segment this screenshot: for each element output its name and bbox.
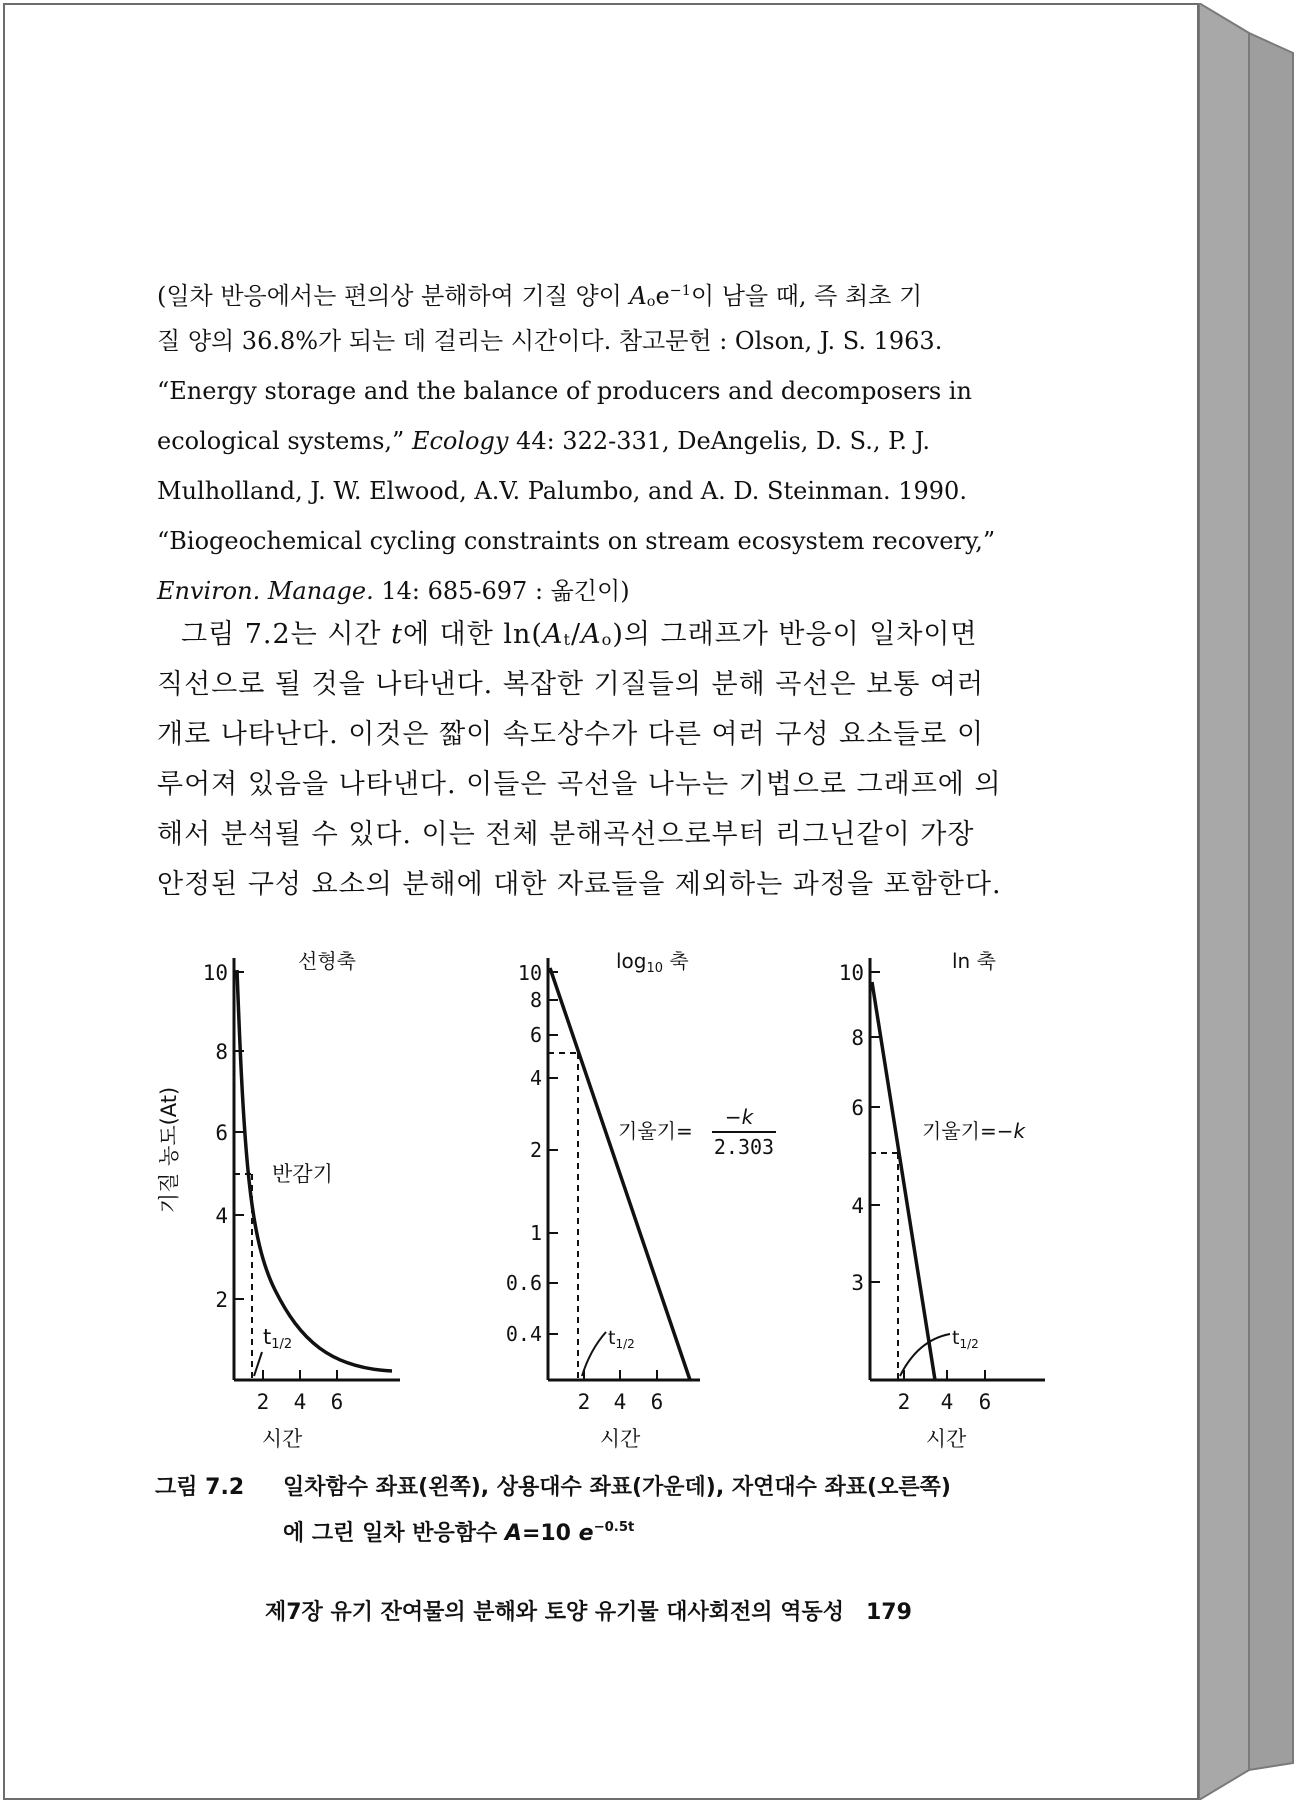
panel3-ytick-3: 3 bbox=[851, 1271, 864, 1295]
panel3-ytick-6: 6 bbox=[851, 1096, 864, 1120]
panel2-decay-line bbox=[550, 968, 690, 1380]
body-paragraph bbox=[157, 610, 1045, 910]
paragraph-line-4: 루어져 있음을 나타낸다. 이들은 곡선을 나누는 기법으로 그래프에 의 bbox=[157, 769, 1002, 800]
reference-line-5: Mulholland, J. W. Elwood, A.V. Palumbo, and A. D. Steinman. 1990. bbox=[157, 477, 967, 505]
panel2-t-half: $t_{1/2}$ bbox=[608, 1327, 635, 1351]
panel2-slope-label: 기울기= bbox=[618, 1119, 693, 1143]
book-spine bbox=[1199, 3, 1295, 1800]
paragraph-line-2: 직선으로 될 것을 나타낸다. 복잡한 기질들의 분해 곡선은 보통 여러 bbox=[157, 669, 985, 700]
panel2-x-label: 시간 bbox=[599, 1427, 641, 1451]
panel2-ytick-6: 6 bbox=[529, 1023, 542, 1047]
reference-line-1: (일차 반응에서는 편의상 분해하여 기질 양이 $A_oe^{-1}$이 남을 때, 즉 최초 기 bbox=[157, 282, 923, 310]
panel1-title: 선형축 bbox=[298, 949, 356, 973]
panel-ln bbox=[839, 949, 1045, 1451]
figure-caption bbox=[155, 1468, 1055, 1554]
y-axis-label: 기질 농도(At) bbox=[157, 1086, 181, 1214]
panel1-ytick-6: 6 bbox=[215, 1121, 228, 1145]
panel3-ytick-8: 8 bbox=[851, 1026, 864, 1050]
panel2-slope-num: −k bbox=[724, 1105, 754, 1129]
panel3-t-half-pointer bbox=[900, 1334, 950, 1376]
reference-line-2: 질 양의 36.8%가 되는 데 걸리는 시간이다. 참고문헌 : Olson, J. S. 1963. bbox=[157, 327, 943, 355]
reference-line-7: Environ. Manage. 14: 685-697 : 옮긴이) bbox=[157, 577, 630, 605]
panel2-xtick-2: 2 bbox=[577, 1390, 591, 1414]
panel1-ytick-10: 10 bbox=[202, 961, 228, 985]
panel-log10 bbox=[506, 949, 776, 1451]
panel2-ytick-0.4: 0.4 bbox=[505, 1322, 542, 1346]
reference-line-3: “Energy storage and the balance of producers and decomposers in bbox=[157, 377, 972, 405]
caption-line-1: 그림 7.2 일차함수 좌표(왼쪽), 상용대수 좌표(가운데), 자연대수 좌표(오른쪽) bbox=[155, 1468, 1055, 1508]
panel3-decay-line bbox=[872, 982, 935, 1380]
paragraph-line-6: 안정된 구성 요소의 분해에 대한 자료들을 제외하는 과정을 포함한다. bbox=[157, 869, 1002, 900]
panel1-half-life-label: 반감기 bbox=[272, 1162, 333, 1186]
reference-line-4: ecological systems,” Ecology 44: 322-331, DeAngelis, D. S., P. J. bbox=[157, 427, 931, 455]
panel2-title: $\log_{10}$ 축 bbox=[616, 949, 689, 976]
panel2-ytick-1: 1 bbox=[529, 1221, 542, 1245]
panel3-ytick-10: 10 bbox=[838, 961, 864, 985]
panel1-t-half-pointer bbox=[254, 1352, 262, 1376]
panel1-ytick-2: 2 bbox=[215, 1288, 228, 1312]
panel3-title: ln 축 bbox=[952, 949, 996, 973]
panel3-xtick-4: 4 bbox=[940, 1390, 954, 1414]
panel-linear bbox=[203, 949, 400, 1451]
panel2-yticks bbox=[506, 961, 558, 1346]
paragraph-line-3: 개로 나타난다. 이것은 짧이 속도상수가 다른 여러 구성 요소들로 이 bbox=[157, 719, 985, 750]
panel2-xtick-6: 6 bbox=[650, 1390, 664, 1414]
panel3-t-half: $t_{1/2}$ bbox=[952, 1327, 979, 1351]
page-footer bbox=[265, 1595, 912, 1626]
panel2-slope-den: 2.303 bbox=[713, 1135, 775, 1159]
chapter-title: 제7장 유기 잔여물의 분해와 토양 유기물 대사회전의 역동성 bbox=[265, 1600, 844, 1625]
panel2-ytick-10: 10 bbox=[517, 961, 542, 985]
panel3-yticks bbox=[839, 961, 880, 1295]
panel3-ytick-4: 4 bbox=[851, 1194, 864, 1218]
panel1-xtick-4: 4 bbox=[293, 1390, 307, 1414]
panel1-ytick-4: 4 bbox=[215, 1204, 228, 1228]
panel2-xticks bbox=[578, 1370, 664, 1414]
panel1-x-label: 시간 bbox=[261, 1427, 303, 1451]
panel2-t-half-pointer bbox=[582, 1332, 606, 1376]
reference-block bbox=[157, 266, 1045, 616]
caption-number: 그림 7.2 bbox=[155, 1475, 245, 1500]
panel2-ytick-4: 4 bbox=[529, 1066, 542, 1090]
panel1-t-half: t1/2 bbox=[263, 1325, 293, 1352]
panel2-xtick-4: 4 bbox=[613, 1390, 627, 1414]
panel3-xtick-2: 2 bbox=[897, 1390, 911, 1414]
panel1-xticks bbox=[257, 1370, 344, 1414]
panel3-xticks bbox=[898, 1370, 992, 1414]
panel1-xtick-6: 6 bbox=[330, 1390, 344, 1414]
paragraph-line-5: 해서 분석될 수 있다. 이는 전체 분해곡선으로부터 리그닌같이 가장 bbox=[157, 819, 975, 850]
panel3-x-label: 시간 bbox=[925, 1427, 967, 1451]
paragraph-line-1: 그림 7.2는 시간 t에 대한 $\ln(A_t/A_o)$의 그래프가 반응이 일차이면 bbox=[181, 619, 978, 650]
panel2-ytick-8: 8 bbox=[529, 988, 542, 1012]
reference-line-6: “Biogeochemical cycling constraints on stream ecosystem recovery,” bbox=[157, 527, 996, 555]
caption-line-2: 에 그린 일차 반응함수 A=10 $e^{-0.5t}$ bbox=[283, 1520, 635, 1546]
figure-7-2 bbox=[0, 940, 1200, 1460]
panel1-ytick-8: 8 bbox=[215, 1040, 228, 1064]
panel2-ytick-0.6: 0.6 bbox=[505, 1271, 542, 1295]
panel1-xtick-2: 2 bbox=[256, 1390, 270, 1414]
panel2-ytick-2: 2 bbox=[529, 1138, 542, 1162]
page-number: 179 bbox=[865, 1600, 912, 1625]
panel3-slope-label: 기울기=−k bbox=[922, 1119, 1026, 1143]
panel3-xtick-6: 6 bbox=[978, 1390, 992, 1414]
